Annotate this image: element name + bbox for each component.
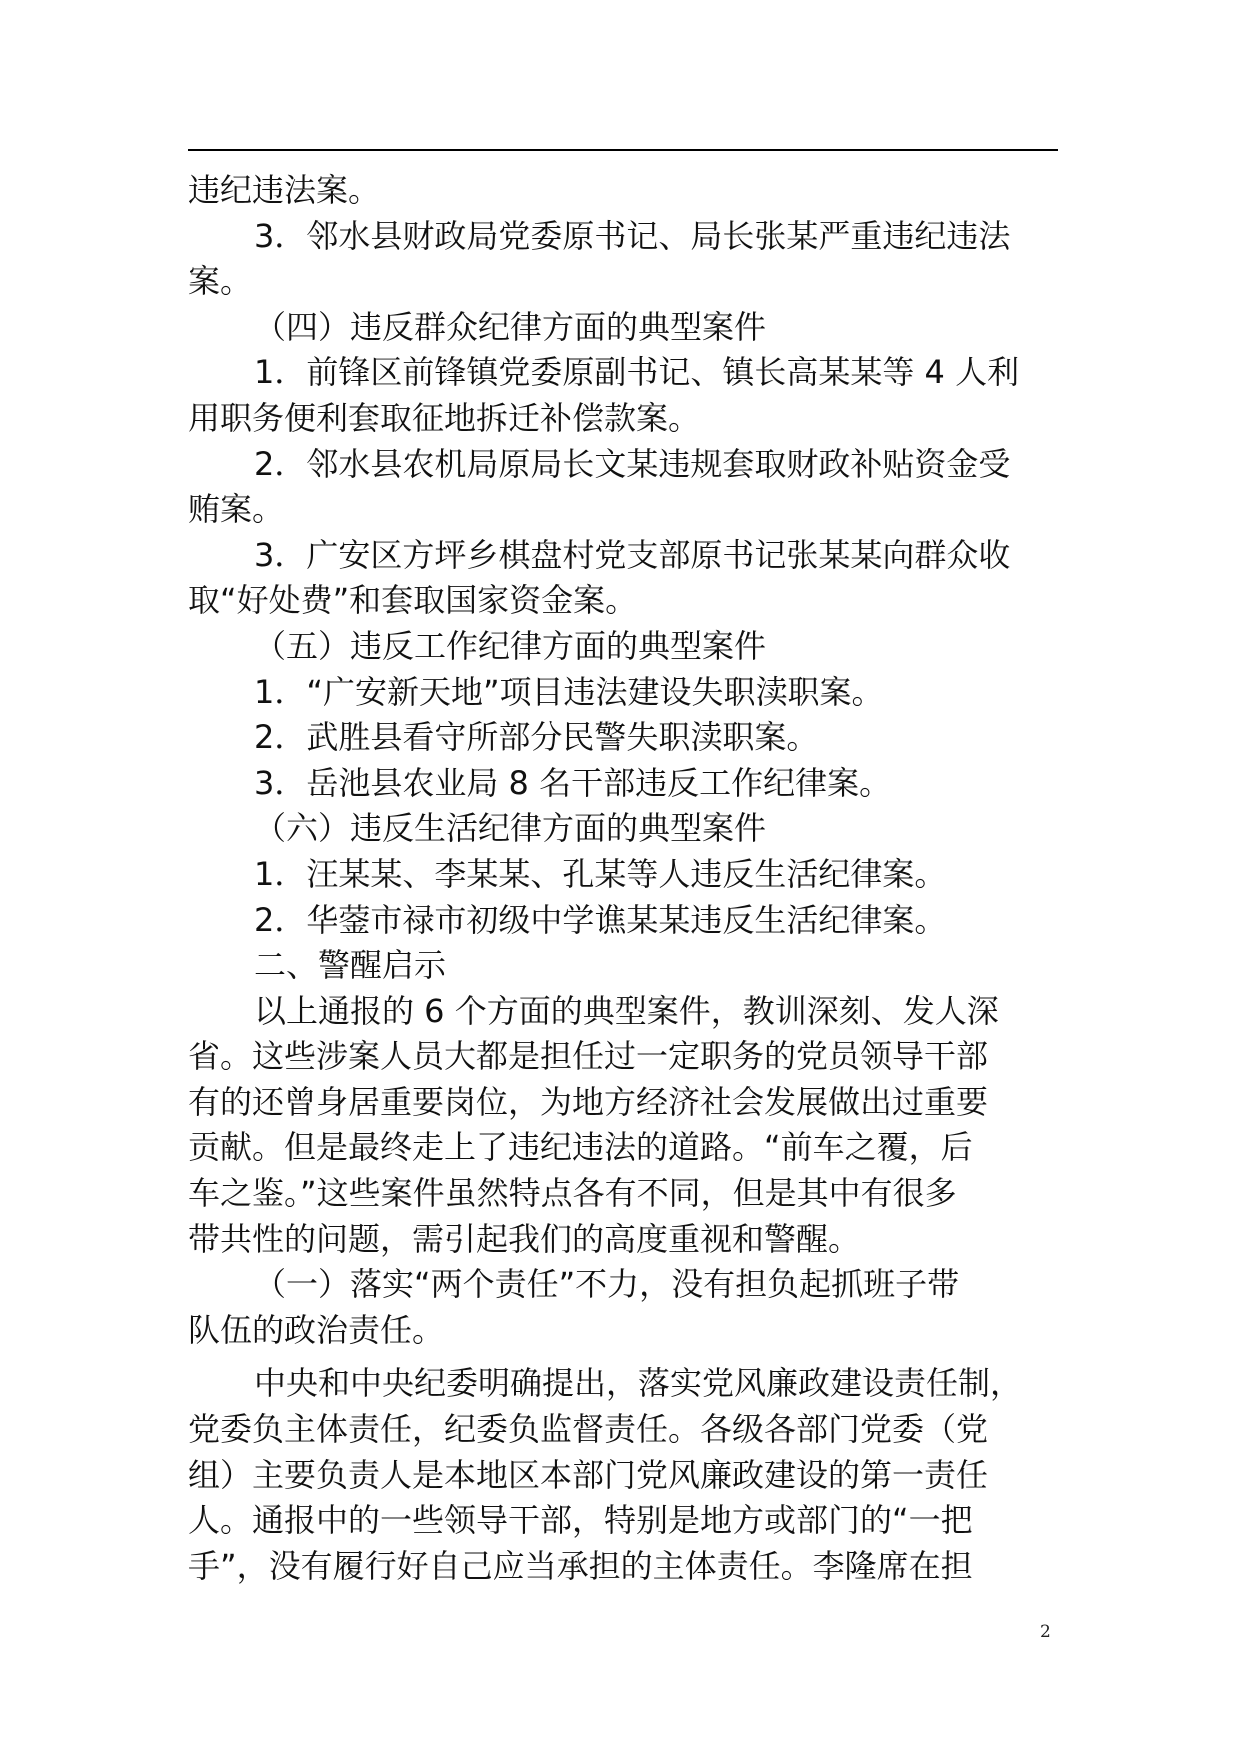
text-line: 以上通报的 6 个方面的典型案件，教训深刻、发人深 [254,991,999,1030]
text-line: 取“好处费”和套取国家资金案。 [188,581,638,620]
section-heading: （五）违反工作纪律方面的典型案件 [254,626,767,665]
text-line: 组）主要负责人是本地区本部门党风廉政建设的第一责任 [188,1455,989,1494]
text-line: 手”，没有履行好自己应当承担的主体责任。李隆席在担 [188,1546,973,1585]
text-line: 带共性的问题，需引起我们的高度重视和警醒。 [188,1219,861,1258]
text-line: 1．汪某某、李某某、孔某等人违反生活纪律案。 [254,854,947,893]
page-number: 2 [1040,1622,1051,1642]
text-line: 车之鉴。”这些案件虽然特点各有不同，但是其中有很多 [188,1174,957,1213]
header-rule [188,149,1058,151]
text-line: 有的还曾身居重要岗位，为地方经济社会发展做出过重要 [188,1082,989,1121]
text-line: 1．前锋区前锋镇党委原副书记、镇长高某某等 4 人利 [254,353,1020,392]
text-line: 1．“广安新天地”项目违法建设失职渎职案。 [254,672,884,711]
text-line: 违纪违法案。 [188,171,381,209]
section-heading: （一）落实“两个责任”不力，没有担负起抓班子带 [254,1265,960,1304]
text-line: 人。通报中的一些领导干部，特别是地方或部门的“一把 [188,1501,973,1540]
text-line: 贡献。但是最终走上了违纪违法的道路。“前车之覆，后 [188,1128,973,1167]
text-line: 党委负主体责任，纪委负监督责任。各级各部门党委（党 [188,1410,989,1449]
section-heading: （四）违反群众纪律方面的典型案件 [254,307,767,346]
text-line: 队伍的政治责任。 [188,1310,445,1349]
section-heading: 二、警醒启示 [254,946,447,985]
text-line: 3．邻水县财政局党委原书记、局长张某严重违纪违法 [254,216,1011,255]
text-line: 省。这些涉案人员大都是担任过一定职务的党员领导干部 [188,1037,989,1076]
text-line: 3．岳池县农业局 8 名干部违反工作纪律案。 [254,763,892,802]
text-line: 2．邻水县农机局原局长文某违规套取财政补贴资金受 [254,444,1011,483]
text-line: 案。 [188,262,253,301]
text-line: 用职务便利套取征地拆迁补偿款案。 [188,398,701,437]
section-heading: （六）违反生活纪律方面的典型案件 [254,809,767,848]
body-text [188,168,1088,1589]
text-line: 中央和中央纪委明确提出，落实党风廉政建设责任制， [254,1364,1023,1403]
text-line: 贿案。 [188,490,285,529]
text-line: 2．华蓥市禄市初级中学谯某某违反生活纪律案。 [254,900,947,939]
text-line: 2．武胜县看守所部分民警失职渎职案。 [254,718,819,757]
text-line: 3．广安区方坪乡棋盘村党支部原书记张某某向群众收 [254,535,1011,574]
